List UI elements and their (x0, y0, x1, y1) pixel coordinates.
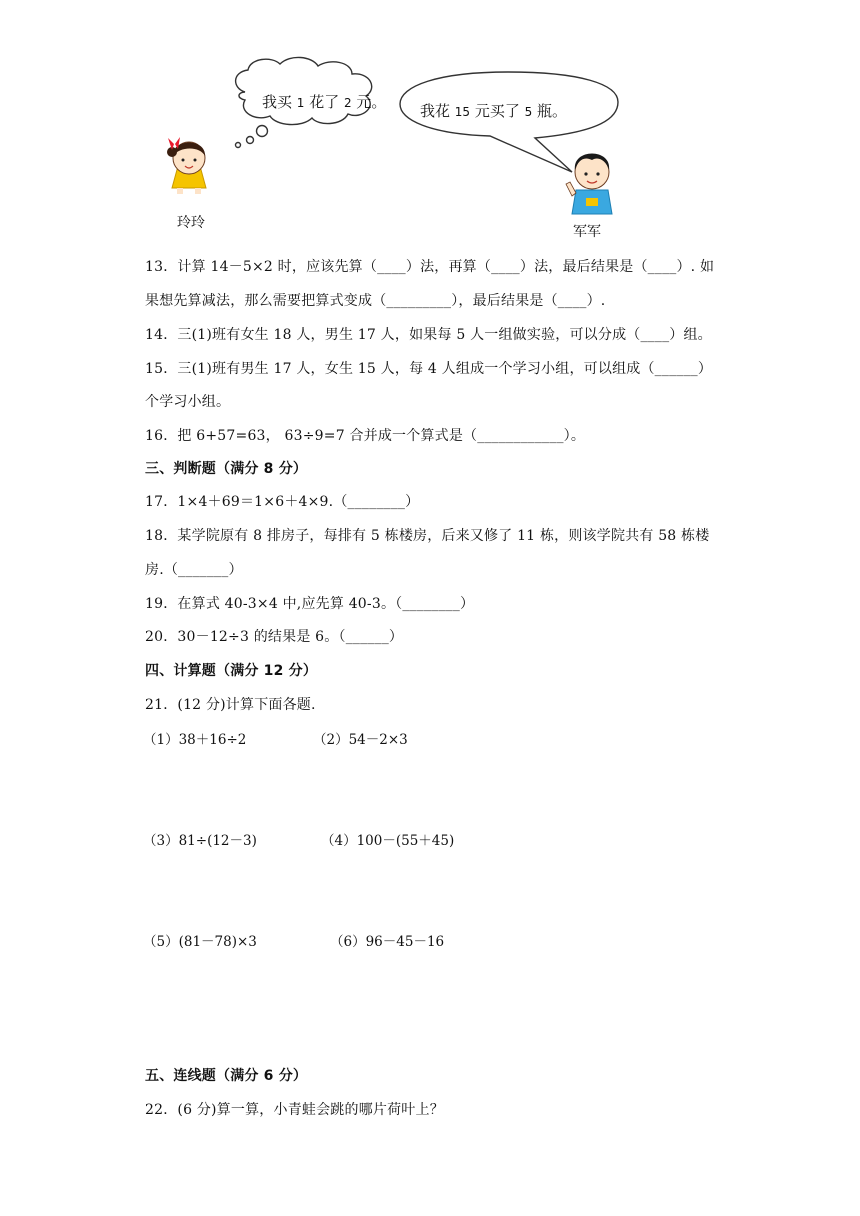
calc-item-2: （2）54－2×3 (313, 732, 408, 748)
question-19: 19．在算式 40-3×4 中,应先算 40-3。（________） (145, 596, 475, 612)
girl-bubble-part-5: 元。 (351, 93, 387, 111)
boy-figure (566, 154, 612, 215)
boy-bubble-part-4: 5 (524, 105, 533, 119)
question-14: 14．三(1)班有女生 18 人，男生 17 人，如果每 5 人一组做实验，可以分成（____）组。 (145, 327, 712, 343)
boy-bubble-part-5: 瓶。 (532, 102, 568, 120)
girl-bubble-part-4: 2 (343, 96, 352, 110)
dialogue-illustration (0, 0, 860, 245)
question-22: 22．(6 分)算一算，小青蛙会跳的哪片荷叶上？ (145, 1102, 444, 1118)
section-5-heading: 五、连线题（满分 6 分） (145, 1068, 308, 1084)
question-20: 20．30－12÷3 的结果是 6。（______） (145, 629, 404, 645)
calc-item-4: （4）100－(55＋45) (321, 833, 455, 849)
calc-item-6: （6）96－45－16 (330, 934, 445, 950)
girl-bubble-text (262, 91, 386, 112)
calc-item-5: （5）(81－78)×3 (143, 934, 257, 950)
calc-item-3: （3）81÷(12－3) (143, 833, 257, 849)
girl-bubble-part-1: 我买 (262, 93, 297, 111)
question-15-line-2: 个学习小组。 (145, 394, 231, 410)
girl-figure (167, 137, 206, 194)
section-3-heading: 三、判断题（满分 8 分） (145, 461, 308, 477)
boy-bubble-part-2: 15 (454, 105, 471, 119)
boy-bubble-part-1: 我花 (420, 102, 455, 120)
girl-bubble-part-3: 花了 (304, 93, 344, 111)
girl-name-label: 玲玲 (177, 215, 205, 231)
calc-item-1: （1）38＋16÷2 (143, 732, 247, 748)
boy-name-label: 军军 (573, 224, 601, 240)
question-15-line-1: 15．三(1)班有男生 17 人，女生 15 人，每 4 人组成一个学习小组，可以组成（______） (145, 361, 713, 377)
girl-bubble-part-2: 1 (296, 96, 305, 110)
boy-bubble-text (420, 100, 567, 121)
question-13-line-2: 果想先算减法，那么需要把算式变成（_________），最后结果是（____）. (145, 293, 606, 309)
question-18-line-1: 18．某学院原有 8 排房子，每排有 5 栋楼房，后来又修了 11 栋，则该学院共有 58 栋楼 (145, 528, 710, 544)
question-17: 17．1×4＋69＝1×6＋4×9.（________） (145, 494, 420, 510)
section-4-heading: 四、计算题（满分 12 分） (145, 663, 318, 679)
question-13-line-1: 13．计算 14－5×2 时，应该先算（____）法，再算（____）法，最后结果是（____）. 如 (145, 259, 715, 275)
question-21: 21．(12 分)计算下面各题. (145, 697, 316, 713)
question-16: 16．把 6+57=63， 63÷9=7 合并成一个算式是（____________）。 (145, 428, 586, 444)
question-18-line-2: 房.（_______） (145, 562, 243, 578)
boy-bubble-part-3: 元买了 (470, 102, 525, 120)
